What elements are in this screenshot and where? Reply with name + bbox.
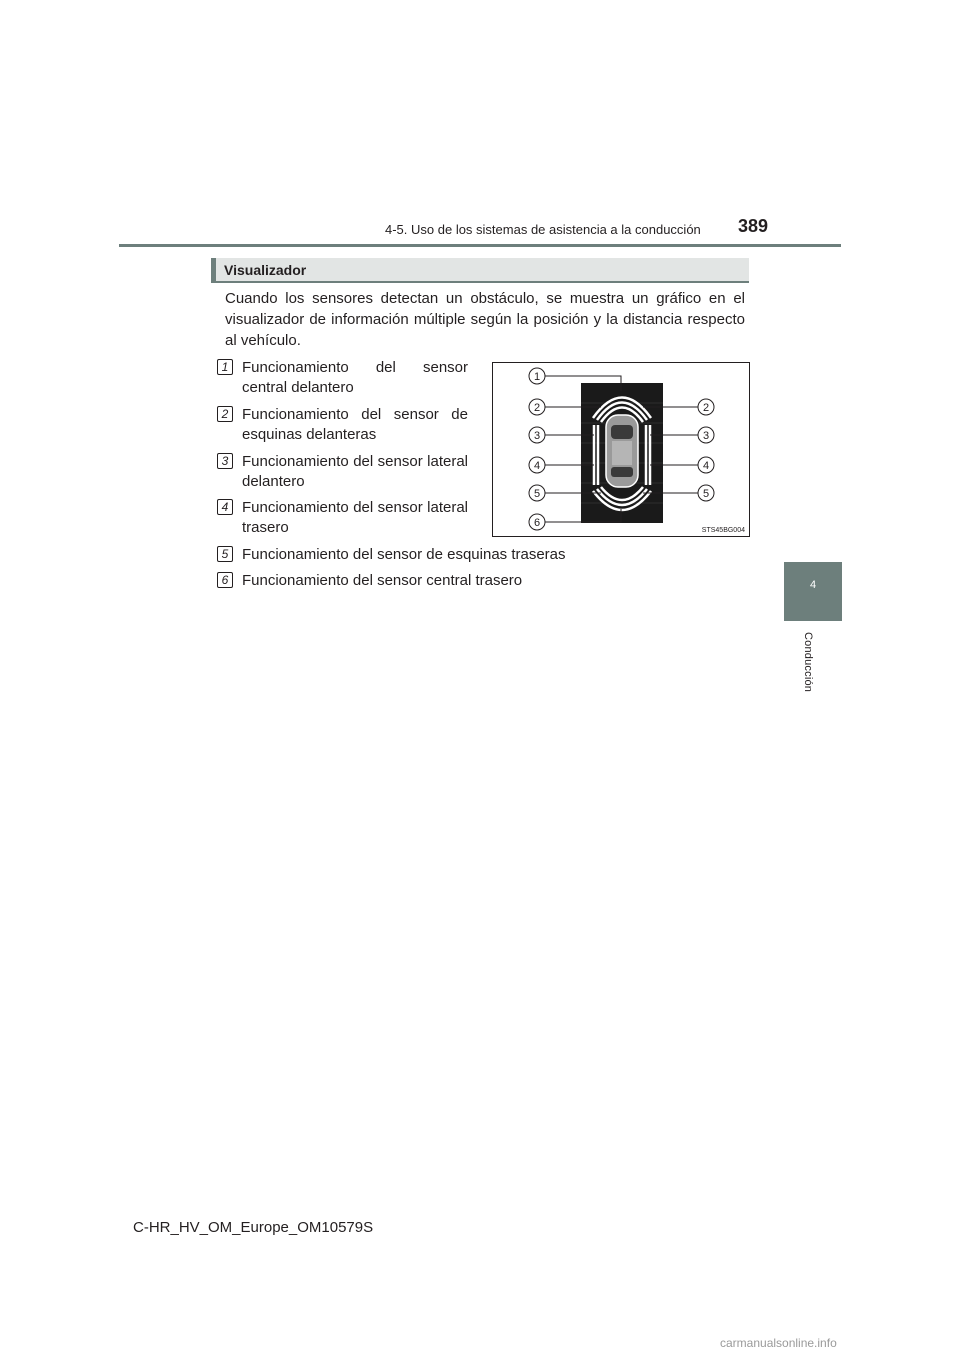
figure-code: STS45BG004: [701, 527, 745, 534]
callout-number-badge: 1: [217, 359, 233, 375]
callout-number-badge: 3: [217, 453, 233, 469]
section-heading: Visualizador: [224, 262, 307, 278]
document-code: C-HR_HV_OM_Europe_OM10579S: [133, 1219, 374, 1236]
car-top-view: [606, 415, 638, 487]
section-heading-bar: [211, 258, 216, 281]
callout-label-right-4: 4: [702, 460, 710, 472]
section-heading-box: [211, 258, 749, 283]
list-item-text: Funcionamiento del sensor de esquinas delanteras: [242, 406, 468, 443]
chapter-number: 4: [809, 579, 817, 591]
header-divider: [119, 244, 841, 247]
callout-label-left-5: 5: [533, 488, 541, 500]
intro-paragraph: Cuando los sensores detectan un obstáculo, se muestra un gráfico en el visualizador de información múltiple según la posición y la distancia respecto al vehículo.: [225, 290, 745, 349]
sensor-display-figure: [492, 362, 750, 537]
page-number: 389: [738, 216, 769, 236]
right-callouts: [698, 399, 714, 501]
list-item-text: Funcionamiento del sensor lateral delantero: [242, 453, 468, 490]
callout-label-right-3: 3: [702, 430, 710, 442]
list-item-text: Funcionamiento del sensor lateral trasero: [242, 499, 468, 536]
callout-number-badge: 6: [217, 572, 233, 588]
running-header: 4-5. Uso de los sistemas de asistencia a la conducción: [385, 222, 701, 237]
callout-number-badge: 2: [217, 406, 233, 422]
chapter-label: Conducción: [802, 632, 814, 693]
list-item-text: Funcionamiento del sensor de esquinas traseras: [242, 546, 566, 563]
chapter-tab[interactable]: [784, 562, 842, 621]
callout-label-left-6: 6: [533, 517, 541, 529]
watermark[interactable]: carmanualsonline.info: [720, 1336, 837, 1350]
callout-label-right-2: 2: [702, 402, 710, 414]
callout-label-left-4: 4: [533, 460, 541, 472]
callout-label-left-1: 1: [533, 371, 541, 383]
callout-label-right-5: 5: [702, 488, 710, 500]
callout-number-badge: 5: [217, 546, 233, 562]
callout-label-left-2: 2: [533, 402, 541, 414]
callout-number-badge: 4: [217, 499, 233, 515]
left-callouts: [529, 368, 545, 530]
list-item-text: Funcionamiento del sensor central trasero: [242, 572, 523, 589]
callout-label-left-3: 3: [533, 430, 541, 442]
sensor-display-illustration: [493, 363, 749, 536]
list-item-text: Funcionamiento del sensor central delantero: [242, 359, 468, 396]
